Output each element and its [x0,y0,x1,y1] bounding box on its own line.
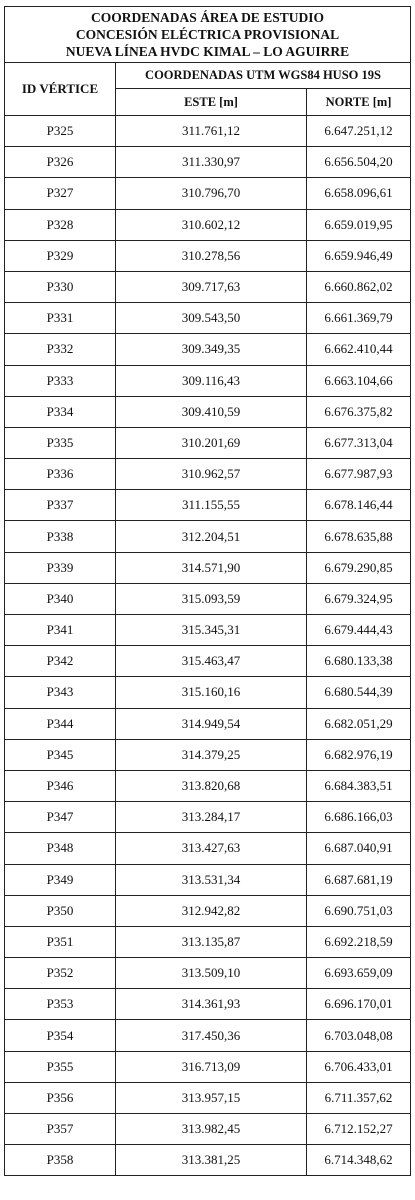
table-row [5,646,411,677]
cell-norte: 6.682.976,19 [307,739,411,770]
cell-norte: 6.677.313,04 [307,427,411,458]
cell-norte: 6.687.040,91 [307,833,411,864]
cell-id: P355 [5,1051,116,1082]
cell-norte: 6.693.659,09 [307,958,411,989]
cell-id: P341 [5,615,116,646]
cell-norte: 6.677.987,93 [307,459,411,490]
cell-este: 309.543,50 [116,303,307,334]
cell-este: 313.820,68 [116,770,307,801]
cell-id: P325 [5,116,116,147]
cell-este: 311.155,55 [116,490,307,521]
table-row [5,895,411,926]
cell-id: P330 [5,271,116,302]
table-row [5,1082,411,1113]
cell-norte: 6.679.444,43 [307,615,411,646]
cell-este: 313.531,34 [116,864,307,895]
table-row [5,1051,411,1082]
cell-norte: 6.711.357,62 [307,1082,411,1113]
cell-norte: 6.706.433,01 [307,1051,411,1082]
cell-este: 311.330,97 [116,147,307,178]
cell-norte: 6.660.862,02 [307,271,411,302]
table-row [5,708,411,739]
cell-norte: 6.679.324,95 [307,583,411,614]
title-line-1: COORDENADAS ÁREA DE ESTUDIO [91,10,324,25]
cell-id: P340 [5,583,116,614]
cell-id: P348 [5,833,116,864]
cell-id: P339 [5,552,116,583]
cell-este: 315.160,16 [116,677,307,708]
table-row [5,677,411,708]
table-row [5,240,411,271]
cell-este: 313.381,25 [116,1145,307,1176]
cell-este: 314.949,54 [116,708,307,739]
table-row [5,802,411,833]
cell-este: 313.957,15 [116,1082,307,1113]
table-row [5,427,411,458]
cell-este: 313.982,45 [116,1114,307,1145]
cell-este: 314.361,93 [116,989,307,1020]
cell-id: P327 [5,178,116,209]
cell-norte: 6.678.146,44 [307,490,411,521]
cell-norte: 6.703.048,08 [307,1020,411,1051]
cell-id: P349 [5,864,116,895]
cell-este: 314.571,90 [116,552,307,583]
table-row [5,147,411,178]
cell-norte: 6.696.170,01 [307,989,411,1020]
cell-este: 310.278,56 [116,240,307,271]
table-row [5,739,411,770]
cell-norte: 6.712.152,27 [307,1114,411,1145]
table-row [5,583,411,614]
cell-id: P356 [5,1082,116,1113]
cell-este: 310.201,69 [116,427,307,458]
table-row [5,833,411,864]
cell-este: 313.427,63 [116,833,307,864]
cell-norte: 6.658.096,61 [307,178,411,209]
cell-id: P347 [5,802,116,833]
cell-id: P343 [5,677,116,708]
cell-id: P334 [5,396,116,427]
cell-id: P335 [5,427,116,458]
cell-norte: 6.647.251,12 [307,116,411,147]
cell-id: P358 [5,1145,116,1176]
cell-este: 315.093,59 [116,583,307,614]
cell-este: 313.135,87 [116,926,307,957]
cell-id: P337 [5,490,116,521]
cell-id: P329 [5,240,116,271]
cell-norte: 6.662.410,44 [307,334,411,365]
header-este: ESTE [m] [116,89,307,116]
table-row [5,459,411,490]
cell-este: 312.204,51 [116,521,307,552]
cell-norte: 6.659.946,49 [307,240,411,271]
table-row [5,552,411,583]
cell-id: P331 [5,303,116,334]
cell-este: 316.713,09 [116,1051,307,1082]
cell-id: P328 [5,209,116,240]
title-line-3: NUEVA LÍNEA HVDC KIMAL – LO AGUIRRE [65,44,350,59]
header-norte: NORTE [m] [307,89,411,116]
cell-norte: 6.661.369,79 [307,303,411,334]
table-row [5,521,411,552]
table-row [5,615,411,646]
cell-id: P350 [5,895,116,926]
cell-norte: 6.692.218,59 [307,926,411,957]
table-row [5,1145,411,1176]
cell-id: P338 [5,521,116,552]
cell-este: 315.345,31 [116,615,307,646]
cell-norte: 6.663.104,66 [307,365,411,396]
cell-este: 310.796,70 [116,178,307,209]
table-row [5,1020,411,1051]
table-row [5,271,411,302]
cell-norte: 6.690.751,03 [307,895,411,926]
cell-este: 313.284,17 [116,802,307,833]
table-row [5,864,411,895]
cell-id: P351 [5,926,116,957]
cell-este: 309.116,43 [116,365,307,396]
table-row [5,926,411,957]
cell-id: P352 [5,958,116,989]
table-title [5,7,411,63]
cell-id: P354 [5,1020,116,1051]
cell-id: P333 [5,365,116,396]
table-row [5,303,411,334]
title-line-2: CONCESIÓN ELÉCTRICA PROVISIONAL [75,27,340,42]
table-row [5,989,411,1020]
table-row [5,396,411,427]
cell-norte: 6.680.133,38 [307,646,411,677]
cell-este: 310.602,12 [116,209,307,240]
cell-norte: 6.680.544,39 [307,677,411,708]
header-id-vertice: ID VÉRTICE [5,63,116,116]
cell-norte: 6.656.504,20 [307,147,411,178]
table-body [5,116,411,1176]
table-row [5,365,411,396]
cell-este: 309.349,35 [116,334,307,365]
cell-id: P344 [5,708,116,739]
table-row [5,770,411,801]
cell-este: 310.962,57 [116,459,307,490]
cell-norte: 6.714.348,62 [307,1145,411,1176]
cell-norte: 6.676.375,82 [307,396,411,427]
cell-norte: 6.682.051,29 [307,708,411,739]
coordinates-table [4,6,411,1176]
table-row [5,334,411,365]
table-row [5,1114,411,1145]
cell-norte: 6.684.383,51 [307,770,411,801]
cell-norte: 6.686.166,03 [307,802,411,833]
table-row [5,209,411,240]
cell-id: P336 [5,459,116,490]
cell-este: 314.379,25 [116,739,307,770]
cell-este: 315.463,47 [116,646,307,677]
cell-norte: 6.659.019,95 [307,209,411,240]
table-row [5,490,411,521]
cell-este: 313.509,10 [116,958,307,989]
table-row [5,178,411,209]
cell-id: P342 [5,646,116,677]
table-row [5,116,411,147]
cell-norte: 6.679.290,85 [307,552,411,583]
cell-norte: 6.687.681,19 [307,864,411,895]
cell-norte: 6.678.635,88 [307,521,411,552]
cell-id: P332 [5,334,116,365]
header-utm: COORDENADAS UTM WGS84 HUSO 19S [116,63,411,89]
cell-id: P345 [5,739,116,770]
table-row [5,958,411,989]
cell-este: 317.450,36 [116,1020,307,1051]
cell-id: P357 [5,1114,116,1145]
cell-id: P353 [5,989,116,1020]
cell-id: P326 [5,147,116,178]
cell-este: 312.942,82 [116,895,307,926]
cell-este: 311.761,12 [116,116,307,147]
cell-este: 309.717,63 [116,271,307,302]
cell-este: 309.410,59 [116,396,307,427]
cell-id: P346 [5,770,116,801]
